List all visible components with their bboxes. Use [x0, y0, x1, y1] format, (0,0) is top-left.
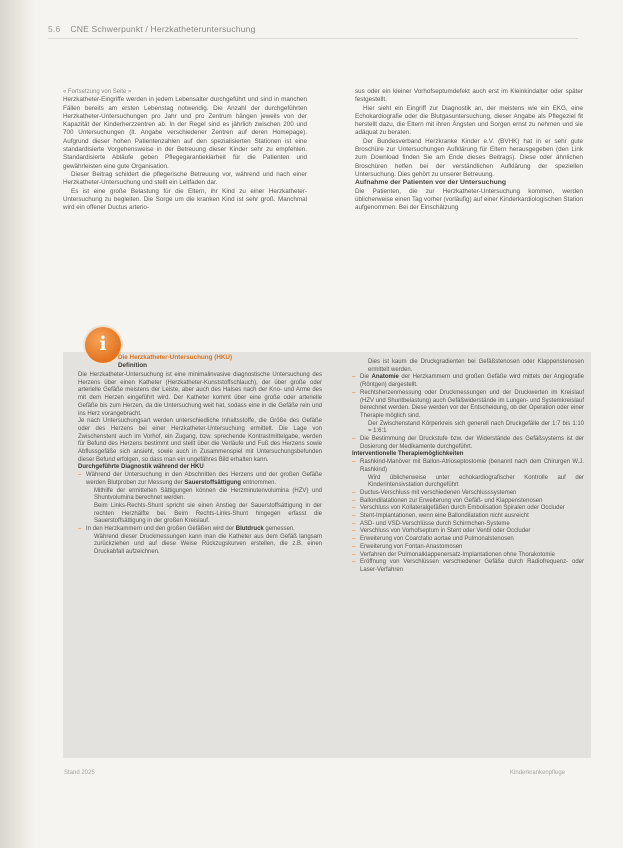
list-subitem: Dies ist kaum die Druckgradienten bei Gefäßstenosen oder Klappenstenosen ermittelt werden.	[368, 359, 584, 373]
paragraph: Herzkatheter-Eingriffe werden in jedem Lebensalter durchgeführt und sind in manchen Fällen bereits am ersten Lebenstag notwendig. Die Anzahl der durchgeführten Herzkatheter-Untersuchungen pro Jahr und pro Zentrum hängen jeweils von der Kapazität der Kinderherzzentren ab. In der Regel sind es jährlich zwischen 200 und 700 Untersuchungen (lt. Angabe verschiedener Zentren auf deren Homepage). Aufgrund dieser hohen Patientenzahlen auf den spezialisierten Stationen ist eine standardisierte Vorgehensweise in der Betreuung dieser Kinder sehr zu empfehlen. Standardisierte Abläufe geben Pflegegarantieklarheit für die Patienten und gewährleisten eine gute Organisation.	[63, 96, 307, 170]
list-subitem: Während dieser Druckmessungen kann man die Katheter aus dem Gefäß langsam zurückziehen und auf diese Weise Rückzugskurven erstellen, die z.B. einen Druckabfall aufzeichnen.	[94, 533, 322, 556]
list-item: – Erweiterung von Fontan-Anastomosen	[352, 544, 584, 552]
list-item: – Eröffnung von Verschlüssen verschiedener Gefäße durch Radiofrequenz- oder Laser-Verfahren	[352, 559, 584, 574]
list-item: – Ballondilatationen zur Erweiterung von Gefäß- und Klappenstenosen	[352, 498, 584, 506]
binding-gutter	[0, 0, 36, 848]
paragraph: Hier sieht ein Eingriff zur Diagnostik an, der meistens wie ein EKG, eine Echokardiografie oder die Blutgasuntersuchung, dieser Angabe als Pflegeziel fit herstellt dazu, die Eltern mit ihren Ängsten und Sorgen ernst zu nehmen und sie adäquat zu beraten.	[355, 104, 583, 137]
info-box-subtitle: Definition	[118, 362, 148, 369]
list-item: – Die Anatomie der Herzkammern und großen Gefäße wird mittels der Angiografie (Röntgen) dargestellt.	[352, 374, 584, 389]
info-box-title: Die Herzkatheter-Untersuchung (HKU)	[118, 354, 233, 361]
left-column	[63, 88, 307, 212]
list-item: – Rashkind-Manöver mit Ballon-Atrioseptostomie (benannt nach dem Chirurgen W.J. Rashkind)	[352, 459, 584, 474]
section-heading: Aufnahme der Patienten vor der Untersuchung	[355, 179, 507, 187]
info-icon: i	[85, 327, 121, 363]
list-item: – Die Bestimmung der Druckstufe bzw. der Widerstände des Gefäßsystems ist der Dosierung der Medikamente durchgeführt.	[352, 436, 584, 451]
info-box-right-column	[352, 359, 584, 575]
right-column	[355, 88, 583, 212]
list-item: – Erweiterung von Coarctatio aortae und Pulmonalstenosen	[352, 536, 584, 544]
section-heading: Interventionelle Therapiemöglichkeiten	[352, 451, 464, 458]
info-box-left-column	[78, 372, 322, 557]
list-item: – Während der Untersuchung in den Abschnitten des Herzens und der großen Gefäße werden Blutproben zur Messung der Sauerstoffsättigung entnommen.	[78, 472, 322, 487]
list-subitem: Wird üblicherweise unter echokardiografischer Kontrolle auf der Kinderintensivstation durchgeführt	[368, 474, 584, 489]
definition-paragraph: Je nach Untersuchungsart werden unterschiedliche Inhaltsstoffe, die Größe des Gefäße oder des Herzens bei einer Herzkatheter-Untersuchung ermittelt. Die Lage von Zwischenstent auch im Vorhof, ein Zugang, bzw. sprechende Kontrastmittelgabe, werden für Befund des Herzens bestimmt und stellt über die Verläufe und Fuß des Herzens sowie Abflussgefäße sich ansieht, sowie auch in Zusammenspiel mit Untersuchungsbefunden dieser Befund erfolgen, so dass man ein ungefähres Bild erhalten kann.	[78, 418, 322, 463]
list-item: – Rechtsherzenmessung oder Druckmessungen und der Druckwerten im Kreislauf (HZV und Shuntbelastung) auch Gefäßwiderstände im Lungen- und Systemkreislauf berechnet werden. Diese werden vor der Entscheidung, ob der Operation oder einer Therapie möglich sind.	[352, 390, 584, 421]
list-item: – Ductus-Verschluss mit verschiedenen Verschlusssystemen	[352, 490, 584, 498]
continuation-note: « Fortsetzung von Seite »	[63, 89, 132, 95]
list-subitem: Beim Links-Rechts-Shunt spricht sie einen Anstieg der Sauerstoffsättigung in der rechten Herzhälfte bei. Beim Rechts-Links-Shunt hingegen erfasst die Sauerstoffsättigung in der großen Kreislauf.	[94, 502, 322, 525]
list-item: – ASD- und VSD-Verschlüsse durch Schirmchen-Systeme	[352, 521, 584, 529]
header-rule	[48, 38, 578, 39]
list-subitem: Mithilfe der ermittelten Sättigungen können die Herzminutenvolumina (HZV) und Shuntvolumina berechnet werden.	[94, 487, 322, 502]
list-subitem: Der Zwischenstand Körperkreis sich generell nach Druckgefälle der 1:7 bis 1:10 = 1:6:1	[368, 420, 584, 435]
paragraph: Die Patienten, die zur Herzkatheter-Untersuchung kommen, werden üblicherweise einen Tag vorher (vorläufig) auf einer Kinderkardiologischen Station aufgenommen. Bei der Einschätzung	[355, 187, 583, 212]
footer-left: Stand 2025	[64, 770, 95, 776]
list-item: – Verschluss von Vorhofseptum in Stent oder Ventil oder Occluder	[352, 528, 584, 536]
section-heading: Durchgeführte Diagnostik während der HKU	[78, 464, 204, 471]
list-item: – Verfahren der Pulmonalklappenersatz-Implantationen ohne Thorakotomie	[352, 552, 584, 560]
running-title: CNE Schwerpunkt / Herzkatheteruntersuchung	[70, 24, 256, 34]
footer-right: Kinderkrankenpflege	[510, 770, 566, 776]
paragraph: Es ist eine große Belastung für die Eltern, ihr Kind zu einer Herzkatheter-Untersuchung zu begleiten. Die Sorge um die kranken Kind ist sehr groß. Manchmal wird ein offener Ductus arterio-	[63, 187, 307, 212]
running-header	[48, 24, 256, 34]
list-item: – In den Herzkammern und den großen Gefäßen wird der Blutdruck gemessen.	[78, 526, 322, 534]
list-item: – Verschluss von Kollateralgefäßen durch Embolisation Spiralen oder Occluder	[352, 505, 584, 513]
paragraph: Dieser Beitrag schildert die pflegerische Betreuung vor, während und nach einer Herzkatheter-Untersuchung und stellt ein Leitfaden dar.	[63, 170, 307, 187]
page-number: 5.6	[48, 24, 61, 34]
list-item: – Stent-Implantationen, wenn eine Ballondilatation nicht ausreicht	[352, 513, 584, 521]
definition-paragraph: Die Herzkatheter-Untersuchung ist eine minimalinvasive diagnostische Untersuchung des Herzens über einen Katheter (Herzkatheter-Kunststoffschlauch), der über große oder arterielle Gefäße meistens der Leiste, aber auch des Halses nach der Kno- und Arme des mit dem Herzen eingeführt wird. Der Katheter kommt über eine große oder arterielle Gefäße bis zum Herzen, da die Untersuchung weit hat, sodass eine in die Gefäße rein und ins Herz vorangebracht.	[78, 372, 322, 417]
paragraph: Der Bundesverband Herzkranke Kinder e.V. (BVHK) hat in er sehr gute Broschüre zur Untersuchungen Aufklärung für Eltern herausgegeben (den Link zum Download finden Sie am Ende dieses Beitrags). Diese oder ähnlichen Broschüren helfen bei der verständlichen Aufklärung der speziellen Untersuchung. Dies gehört zu unserer Betreuung.	[355, 137, 583, 178]
paragraph: sus oder ein kleiner Vorhofseptumdefekt auch erst im Kleinkindalter oder später festgestellt.	[355, 88, 583, 104]
